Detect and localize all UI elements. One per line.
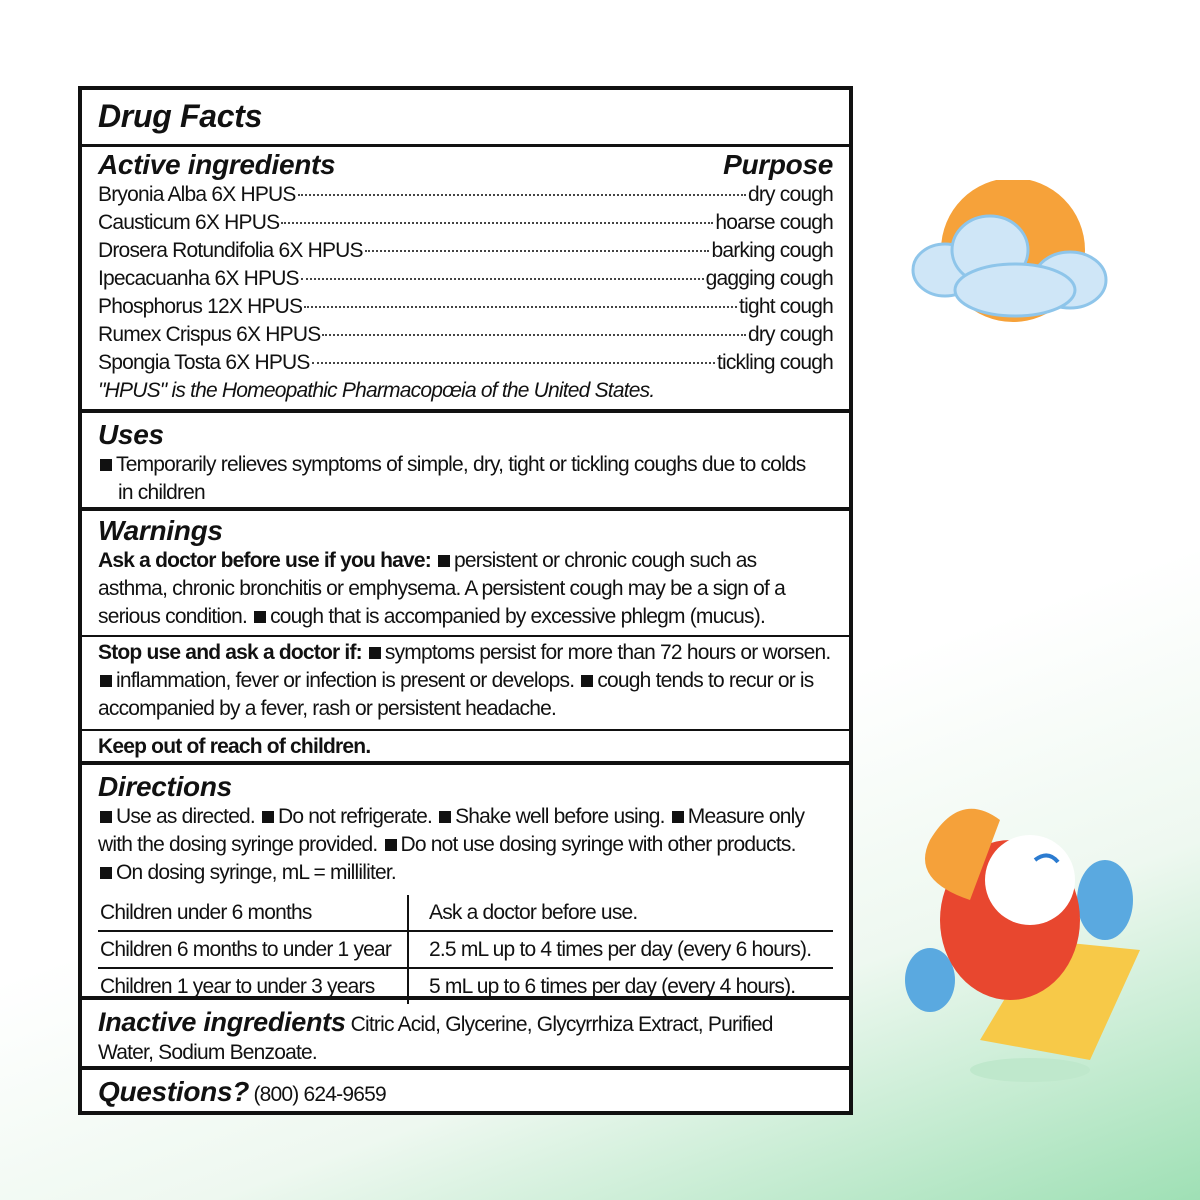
age-cell: Children 6 months to under 1 year	[98, 931, 408, 968]
direction-item: Use as directed.	[116, 805, 255, 828]
header-section	[82, 90, 849, 147]
stop-use-label: Stop use and ask a doctor if:	[98, 641, 362, 664]
ingredient-row	[98, 265, 833, 293]
directions-heading: Directions	[98, 771, 232, 802]
bullet-icon	[438, 555, 450, 567]
ingredient-name: Bryonia Alba 6X HPUS	[98, 183, 296, 206]
stop-use-item: symptoms persist for more than 72 hours or worsen.	[384, 641, 831, 664]
questions-heading: Questions?	[98, 1076, 250, 1107]
dot-leader	[312, 362, 715, 364]
dose-cell: 2.5 mL up to 4 times per day (every 6 hours).	[408, 931, 833, 968]
bullet-icon	[581, 675, 593, 687]
active-ingredients-section	[82, 147, 849, 413]
age-cell: Children 1 year to under 3 years	[98, 968, 408, 1004]
warnings-section	[82, 511, 849, 765]
ingredient-purpose: gagging cough	[705, 267, 833, 290]
direction-item: Shake well before using.	[455, 805, 665, 828]
ingredient-row	[98, 237, 833, 265]
bullet-icon	[439, 811, 451, 823]
dot-leader	[304, 306, 737, 308]
dot-leader	[322, 334, 746, 336]
warnings-heading: Warnings	[98, 515, 223, 546]
table-row	[98, 931, 833, 968]
direction-item: On dosing syringe, mL = milliliter.	[116, 861, 396, 884]
ingredient-name: Drosera Rotundifolia 6X HPUS	[98, 239, 363, 262]
bullet-icon	[100, 675, 112, 687]
ask-doctor-label: Ask a doctor before use if you have:	[98, 549, 431, 572]
active-ingredients-heading: Active ingredients	[98, 149, 336, 180]
stop-use-item: cough tends to recur or is accompanied by a fever, rash or persistent headache.	[98, 669, 814, 720]
questions-section	[82, 1070, 849, 1109]
bullet-icon	[100, 811, 112, 823]
directions-section	[82, 765, 849, 1000]
ingredient-row	[98, 181, 833, 209]
dose-cell: Ask a doctor before use.	[408, 895, 833, 931]
drug-facts-title: Drug Facts	[98, 98, 263, 134]
purpose-heading: Purpose	[723, 149, 833, 180]
dot-leader	[298, 194, 746, 196]
bullet-icon	[100, 459, 112, 471]
ingredient-purpose: dry cough	[747, 323, 833, 346]
bullet-icon	[672, 811, 684, 823]
ingredient-name: Causticum 6X HPUS	[98, 211, 280, 234]
direction-item: Do not use dosing syringe with other products.	[400, 833, 796, 856]
inactive-ingredients-heading: Inactive ingredients	[98, 1007, 346, 1037]
bullet-icon	[385, 839, 397, 851]
direction-item: Measure only with the dosing syringe provided.	[98, 805, 805, 856]
ingredient-purpose: hoarse cough	[715, 211, 833, 234]
direction-item: Do not refrigerate.	[277, 805, 433, 828]
ingredient-row	[98, 321, 833, 349]
dot-leader	[301, 278, 704, 280]
questions-phone: (800) 624-9659	[253, 1083, 386, 1106]
ingredient-purpose: tickling cough	[716, 351, 833, 374]
dot-leader	[365, 250, 710, 252]
bullet-icon	[254, 611, 266, 623]
ingredient-row	[98, 293, 833, 321]
inactive-ingredients-text: Citric Acid, Glycerine, Glycyrrhiza Extract, Purified Water, Sodium Benzoate.	[98, 1013, 773, 1064]
dosage-table	[98, 895, 833, 1004]
drug-facts-label	[78, 86, 853, 1115]
bullet-icon	[100, 867, 112, 879]
dot-leader	[281, 222, 713, 224]
ingredient-purpose: dry cough	[747, 183, 833, 206]
uses-heading: Uses	[98, 419, 164, 450]
ingredient-row	[98, 209, 833, 237]
ingredient-name: Spongia Tosta 6X HPUS	[98, 351, 310, 374]
parrot-illustration	[890, 790, 1150, 1090]
age-cell: Children under 6 months	[98, 895, 408, 931]
ingredient-purpose: barking cough	[711, 239, 833, 262]
bullet-icon	[262, 811, 274, 823]
dose-cell: 5 mL up to 6 times per day (every 4 hours).	[429, 974, 796, 998]
sun-cloud-illustration	[905, 180, 1115, 325]
uses-section	[82, 413, 849, 511]
bullet-icon	[369, 647, 381, 659]
ingredient-purpose: tight cough	[739, 295, 833, 318]
inactive-ingredients-section	[82, 1000, 849, 1070]
table-row	[98, 895, 833, 931]
ask-doctor-item: persistent or chronic cough such as asthma, chronic bronchitis or emphysema. A persistent cough may be a sign of a serious condition.	[98, 549, 785, 628]
keep-out-of-reach: Keep out of reach of children.	[82, 729, 849, 763]
ingredient-name: Phosphorus 12X HPUS	[98, 295, 303, 318]
ingredient-name: Ipecacuanha 6X HPUS	[98, 267, 299, 290]
ask-doctor-item: cough that is accompanied by excessive phlegm (mucus).	[270, 605, 765, 628]
hpus-note: "HPUS" is the Homeopathic Pharmacopœia of the United States.	[98, 379, 655, 402]
uses-text: Temporarily relieves symptoms of simple, dry, tight or tickling coughs due to colds in children	[116, 453, 806, 504]
ingredient-name: Rumex Crispus 6X HPUS	[98, 323, 321, 346]
ingredient-row	[98, 349, 833, 377]
table-row	[98, 968, 833, 1004]
stop-use-item: inflammation, fever or infection is present or develops.	[116, 669, 575, 692]
